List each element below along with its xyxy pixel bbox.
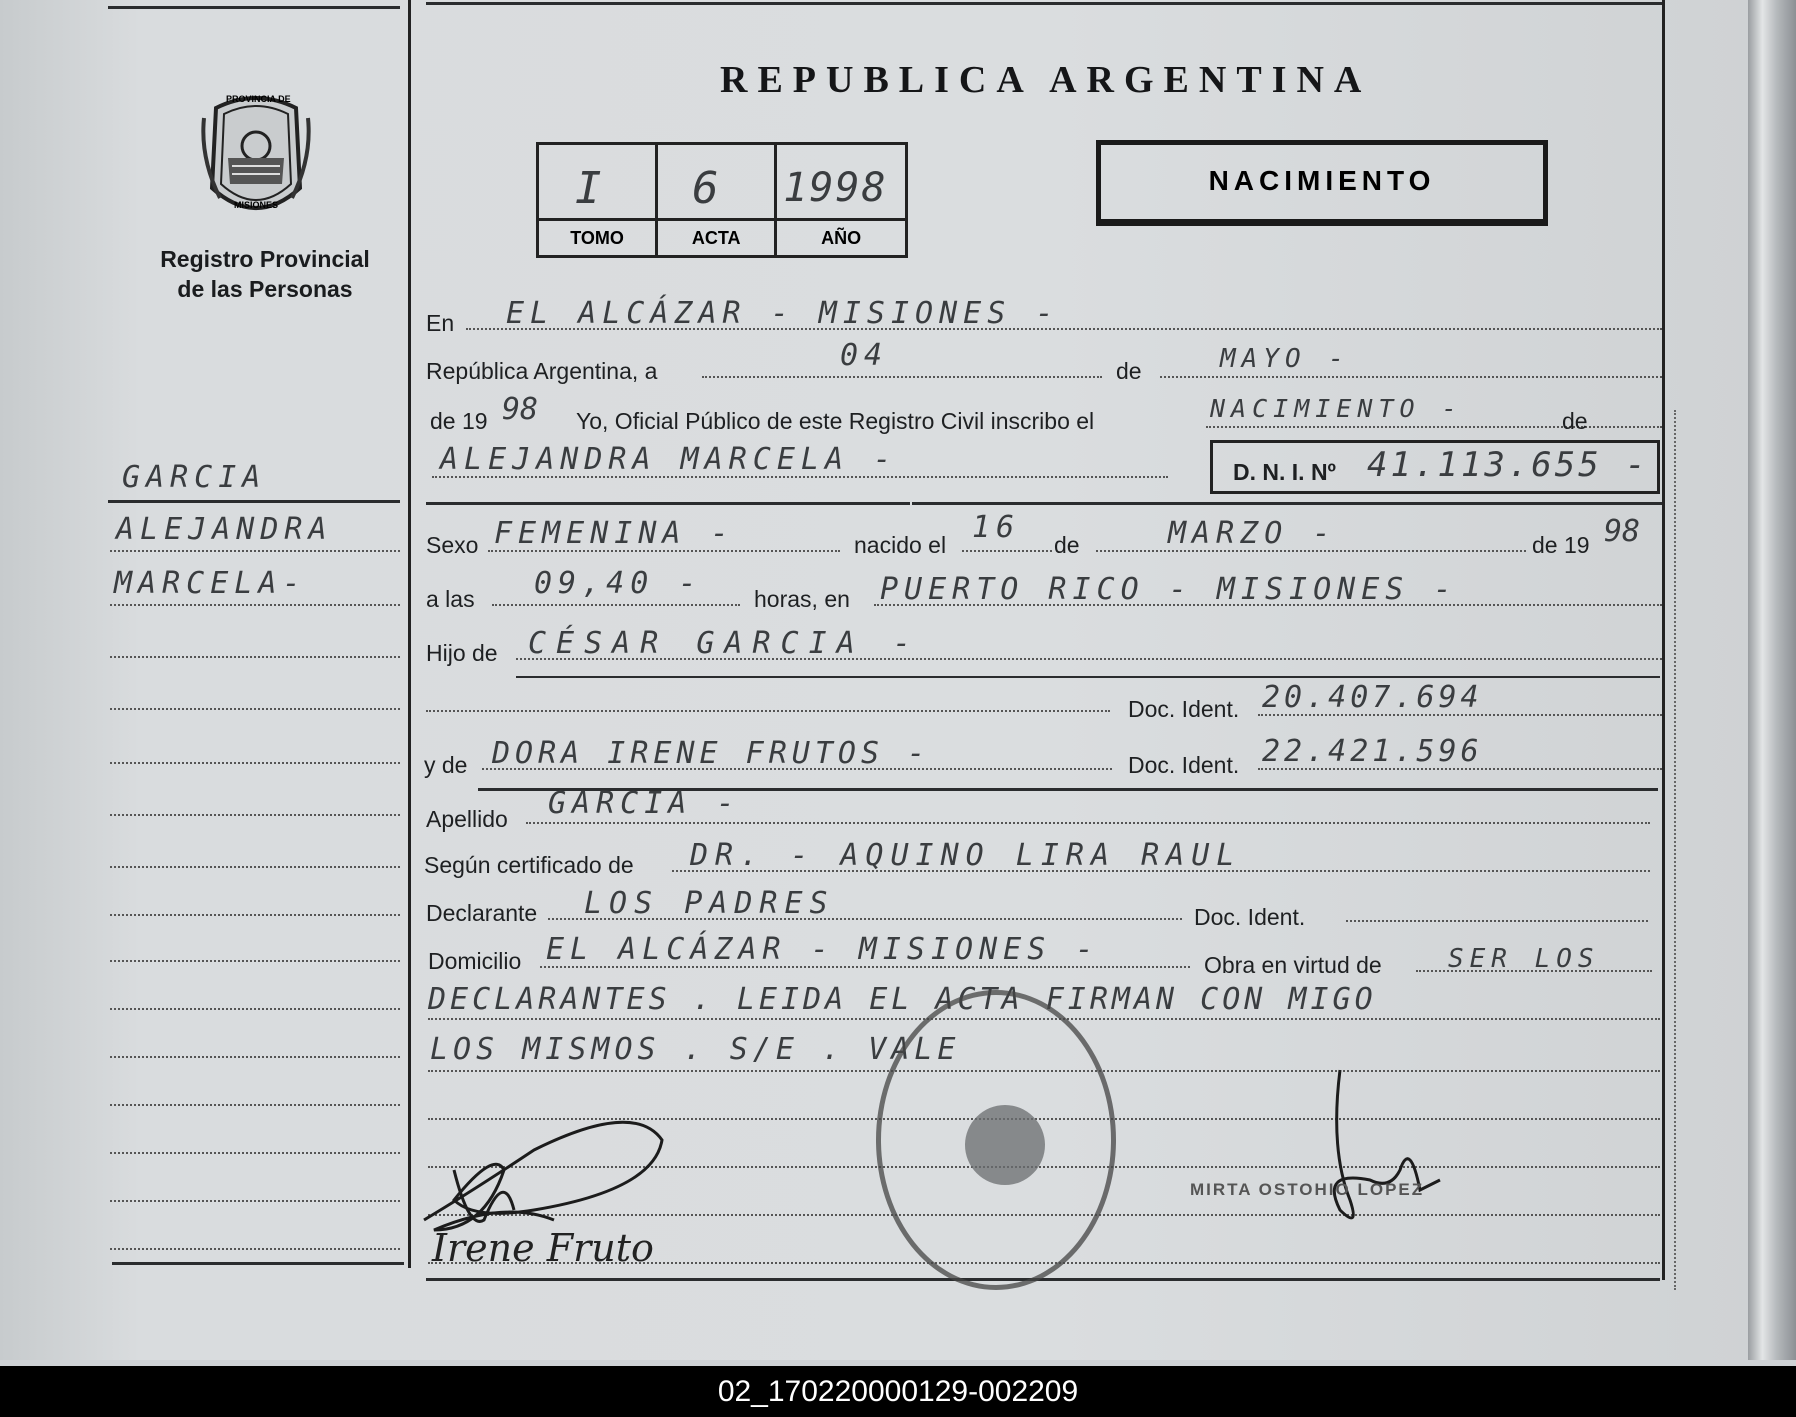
- hijo-label: Hijo de: [426, 640, 498, 666]
- margin-surname: GARCIA: [122, 460, 267, 495]
- registry-line1: Registro Provincial: [160, 246, 370, 272]
- margin-dots: [110, 1056, 400, 1058]
- father-doc: 20.407.694: [1262, 680, 1483, 715]
- birth-month: MARZO -: [1168, 516, 1337, 551]
- act-type-box: [1096, 140, 1548, 226]
- dni-box: [1210, 440, 1660, 494]
- province-seal: [196, 88, 316, 228]
- domicilio-label: Domicilio: [428, 948, 522, 974]
- apellido-value: GARCIA -: [548, 786, 741, 821]
- person-value: ALEJANDRA MARCELA -: [440, 442, 898, 477]
- event-line: [1206, 426, 1662, 428]
- column-divider: [408, 0, 411, 1268]
- de-label-3: de: [1054, 532, 1080, 558]
- doc-label: Doc. Ident.: [1128, 696, 1240, 722]
- registry-title: [140, 244, 390, 304]
- notes-line2: LOS MISMOS . S/E . VALE: [430, 1032, 961, 1067]
- margin-dots: [110, 762, 400, 764]
- official-signature: [1310, 1060, 1450, 1260]
- apellido-line: [526, 822, 1650, 824]
- ano-cell: [777, 145, 905, 255]
- acta-cell: [658, 145, 777, 255]
- section-rule: [912, 502, 1662, 505]
- hour-value: 09,40 -: [534, 566, 703, 601]
- alas-label: a las: [426, 586, 475, 612]
- segun-label: Según certificado de: [424, 852, 634, 878]
- de-label-2: de: [1562, 408, 1588, 434]
- day-value: 04: [840, 338, 889, 373]
- book-spine: [1748, 0, 1796, 1360]
- en-value: EL ALCÁZAR - MISIONES -: [506, 296, 1060, 331]
- mother-signature: Irene Fruto: [432, 1226, 654, 1270]
- month-value: MAYO -: [1220, 344, 1350, 374]
- margin-dots: [110, 914, 400, 916]
- margin-dots: [110, 814, 400, 816]
- de-label: de: [1116, 358, 1142, 384]
- margin-dots: [110, 1008, 400, 1010]
- birth-day: 16: [972, 510, 1021, 545]
- acta-value: 6: [692, 163, 725, 214]
- nacido-label: nacido el: [854, 532, 947, 558]
- top-rule-left: [108, 6, 400, 9]
- margin-dots: [110, 960, 400, 962]
- doc-label-3: Doc. Ident.: [1194, 904, 1306, 930]
- margin-dots: [110, 866, 400, 868]
- top-rule-right: [426, 2, 1662, 5]
- seal-bottom-text: MISIONES: [234, 200, 279, 210]
- right-border: [1662, 0, 1665, 1280]
- margin-dots: [110, 1152, 400, 1154]
- record-box: [536, 142, 908, 258]
- day-line: [702, 376, 1102, 378]
- margin-dots: [110, 604, 400, 606]
- yde-label: y de: [424, 752, 468, 778]
- official-stamp-text: MIRTA OSTOHIO LOPEZ: [1190, 1180, 1425, 1199]
- section-rule: [426, 502, 910, 505]
- year-value: 98: [502, 392, 539, 427]
- ano-label: AÑO: [777, 218, 905, 255]
- yo-label: Yo, Oficial Público de este Registro Civil inscribo el: [576, 408, 1095, 434]
- image-id-bar: [0, 1366, 1796, 1417]
- event-value: NACIMIENTO -: [1210, 394, 1463, 423]
- birthday-line: [962, 550, 1052, 552]
- place-value: PUERTO RICO - MISIONES -: [880, 572, 1458, 607]
- act-type-label: NACIMIENTO: [1208, 165, 1436, 196]
- margin-dots: [110, 1248, 400, 1250]
- margin-bottom-rule: [112, 1262, 404, 1265]
- margin-name1: ALEJANDRA: [116, 512, 333, 547]
- margin-dots: [110, 708, 400, 710]
- republica-label: República Argentina, a: [426, 358, 658, 384]
- official-stamp-round: [876, 990, 1116, 1290]
- tomo-value: I: [575, 163, 608, 214]
- de19-label: de 19: [430, 408, 488, 434]
- margin-dots: [110, 550, 400, 552]
- obra-label: Obra en virtud de: [1204, 952, 1382, 978]
- month-line: [1160, 376, 1662, 378]
- ano-value: 1998: [783, 165, 888, 211]
- en-label: En: [426, 310, 455, 336]
- seal-top-text: PROVINCIA DE: [226, 94, 291, 104]
- dni-label: D. N. I. Nº: [1233, 459, 1336, 485]
- tomo-label: TOMO: [539, 218, 655, 255]
- margin-rule-1: [108, 500, 400, 503]
- edge-marks: [1674, 410, 1682, 1290]
- dni-value: 41.113.655 -: [1367, 445, 1649, 485]
- domicilio-value: EL ALCÁZAR - MISIONES -: [546, 932, 1100, 967]
- notes-line1: DECLARANTES . LEIDA EL ACTA FIRMAN CON MIGO: [428, 982, 1377, 1017]
- father-rule: [516, 676, 1660, 678]
- sexo-label: Sexo: [426, 532, 479, 558]
- cert-value: DR. - AQUINO LIRA RAUL: [690, 838, 1242, 873]
- mother-doc: 22.421.596: [1262, 734, 1483, 769]
- de19-label-2: de 19: [1532, 532, 1590, 558]
- horas-label: horas, en: [754, 586, 850, 612]
- country-title: REPUBLICA ARGENTINA: [720, 59, 1372, 101]
- image-id: 02_170220000129-002209: [717, 1375, 1079, 1408]
- apellido-label: Apellido: [426, 806, 508, 832]
- sexo-value: FEMENINA -: [494, 516, 735, 551]
- declarante-label: Declarante: [426, 900, 538, 926]
- acta-label: ACTA: [658, 218, 774, 255]
- registry-line2: de las Personas: [177, 276, 353, 302]
- mother-value: DORA IRENE FRUTOS -: [492, 736, 931, 771]
- margin-dots: [110, 656, 400, 658]
- margin-dots: [110, 1104, 400, 1106]
- hour-line: [492, 604, 740, 606]
- stamp-emblem-icon: [965, 1105, 1045, 1185]
- margin-dots: [110, 1200, 400, 1202]
- father-value: CÉSAR GARCIA -: [528, 626, 921, 661]
- doc-label-2: Doc. Ident.: [1128, 752, 1240, 778]
- father-extra-line: [426, 710, 1110, 712]
- margin-name2: MARCELA-: [114, 566, 307, 601]
- declarante-value: LOS PADRES: [584, 886, 835, 921]
- tomo-cell: [539, 145, 658, 255]
- birth-year: 98: [1604, 514, 1641, 549]
- declarante-doc-line: [1346, 920, 1648, 922]
- obra-value: SER LOS: [1448, 944, 1600, 974]
